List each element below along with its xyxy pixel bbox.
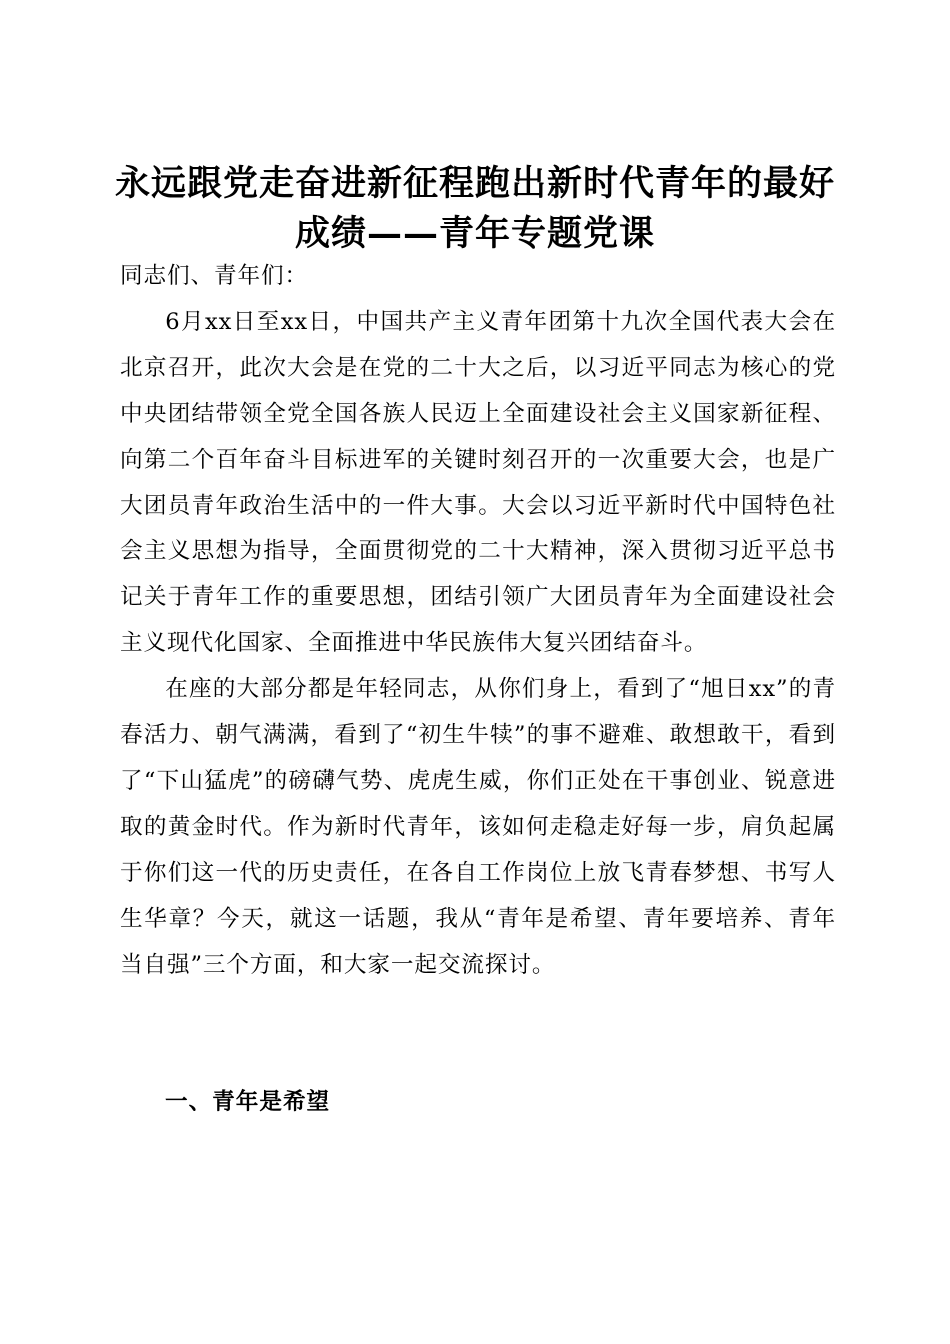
salutation: 同志们、青年们： bbox=[120, 263, 308, 289]
title-line-1: 永远跟党走奋进新征程跑出新时代青年的最好 bbox=[114, 163, 835, 205]
paragraph-2: 在座的大部分都是年轻同志，从你们身上，看到了“旭日xx”的青春活力、朝气满满，看到了“初生牛犊”的事不避难、敢想敢干，看到了“下山猛虎”的磅礴气势、虎虎生威，你们正处在干事创业、锐意进取的黄金时代。作为新时代青年，该如何走稳走好每一步，肩负起属于你们这一代的历史责任，在各自工作岗位上放飞青春梦想、书写人生华章？今天，就这一话题，我从“青年是希望、青年要培养、青年当自强”三个方面，和大家一起交流探讨。 bbox=[120, 676, 836, 978]
document-title bbox=[100, 159, 850, 259]
paragraph-1: 6月xx日至xx日，中国共产主义青年团第十九次全国代表大会在北京召开，此次大会是在党的二十大之后，以习近平同志为核心的党中央团结带领全党全国各族人民迈上全面建设社会主义国家新征程、向第二个百年奋斗目标进军的关键时刻召开的一次重要大会，也是广大团员青年政治生活中的一件大事。大会以习近平新时代中国特色社会主义思想为指导，全面贯彻党的二十大精神，深入贯彻习近平总书记关于青年工作的重要思想，团结引领广大团员青年为全面建设社会主义现代化国家、全面推进中华民族伟大复兴团结奋斗。 bbox=[120, 308, 836, 657]
title-line-2: 成绩——青年专题党课 bbox=[294, 213, 655, 255]
document-body bbox=[120, 254, 836, 989]
section-heading-1: 一、青年是希望 bbox=[165, 1089, 331, 1115]
